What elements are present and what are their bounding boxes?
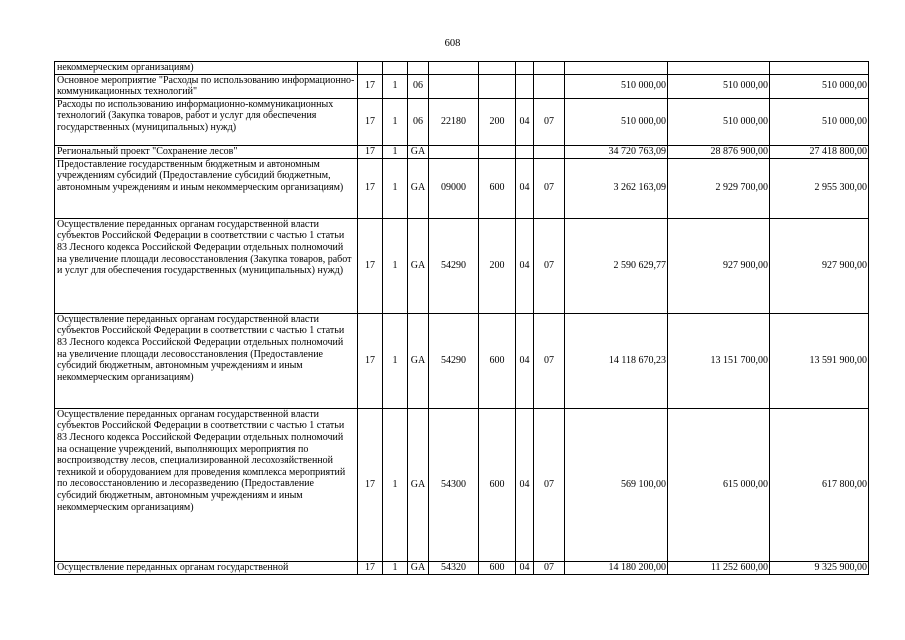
table-row	[55, 561, 869, 574]
amount-year-1: 510 000,00	[565, 98, 668, 145]
table-row	[55, 74, 869, 98]
amount-year-2: 927 900,00	[668, 218, 770, 313]
amount-year-1: 34 720 763,09	[565, 145, 668, 158]
amount-year-1	[565, 62, 668, 75]
code-activity: GA	[408, 218, 429, 313]
code-program: 17	[358, 218, 383, 313]
code-expense-type: 200	[479, 218, 516, 313]
amount-year-1: 3 262 163,09	[565, 158, 668, 218]
code-section: 04	[516, 218, 534, 313]
code-expense-type	[479, 74, 516, 98]
code-activity	[408, 62, 429, 75]
amount-year-1: 569 100,00	[565, 408, 668, 561]
code-direction	[429, 74, 479, 98]
row-description: Осуществление переданных органам государственной	[55, 561, 358, 574]
code-subprogram: 1	[383, 218, 408, 313]
code-subprogram: 1	[383, 408, 408, 561]
amount-year-1: 510 000,00	[565, 74, 668, 98]
row-description: Предоставление государственным бюджетным и автономным учреждениям субсидий (Предоставление субсидий бюджетным, автономным учреждениям и иным некоммерческим организациям)	[55, 158, 358, 218]
code-subsection	[534, 145, 565, 158]
amount-year-1: 2 590 629,77	[565, 218, 668, 313]
table-row	[55, 313, 869, 408]
amount-year-2: 11 252 600,00	[668, 561, 770, 574]
code-subprogram: 1	[383, 158, 408, 218]
code-section	[516, 62, 534, 75]
code-subsection: 07	[534, 313, 565, 408]
code-program: 17	[358, 145, 383, 158]
amount-year-3: 9 325 900,00	[770, 561, 869, 574]
amount-year-1: 14 118 670,23	[565, 313, 668, 408]
row-description: некоммерческим организациям)	[55, 62, 358, 75]
row-description: Осуществление переданных органам государственной власти субъектов Российской Федерации в соответствии с частью 1 статьи 83 Лесного кодекса Российской Федерации отдельных полномочий на увеличение площади лесовосстановления (Закупка товаров, работ и услуг для обеспечения государственных (муниципальных) нужд)	[55, 218, 358, 313]
amount-year-3: 927 900,00	[770, 218, 869, 313]
code-activity: 06	[408, 98, 429, 145]
amount-year-3: 27 418 800,00	[770, 145, 869, 158]
code-section	[516, 74, 534, 98]
code-program: 17	[358, 313, 383, 408]
code-section: 04	[516, 158, 534, 218]
code-expense-type: 600	[479, 561, 516, 574]
table-row	[55, 145, 869, 158]
code-subprogram: 1	[383, 313, 408, 408]
amount-year-3: 510 000,00	[770, 74, 869, 98]
code-subsection: 07	[534, 408, 565, 561]
code-direction: 54300	[429, 408, 479, 561]
code-program	[358, 62, 383, 75]
code-expense-type: 600	[479, 158, 516, 218]
amount-year-3: 617 800,00	[770, 408, 869, 561]
amount-year-2: 2 929 700,00	[668, 158, 770, 218]
code-activity: GA	[408, 408, 429, 561]
budget-table	[54, 61, 869, 575]
amount-year-2: 510 000,00	[668, 74, 770, 98]
table-row	[55, 408, 869, 561]
code-subprogram: 1	[383, 98, 408, 145]
code-subprogram: 1	[383, 145, 408, 158]
code-subprogram: 1	[383, 561, 408, 574]
amount-year-3: 13 591 900,00	[770, 313, 869, 408]
code-direction: 54320	[429, 561, 479, 574]
code-direction: 54290	[429, 218, 479, 313]
code-program: 17	[358, 74, 383, 98]
code-subprogram	[383, 62, 408, 75]
table-row	[55, 98, 869, 145]
code-subsection: 07	[534, 158, 565, 218]
table-body	[55, 62, 869, 575]
code-subsection	[534, 74, 565, 98]
code-program: 17	[358, 561, 383, 574]
code-subsection	[534, 62, 565, 75]
code-expense-type: 200	[479, 98, 516, 145]
code-expense-type: 600	[479, 408, 516, 561]
code-section: 04	[516, 408, 534, 561]
row-description: Основное мероприятие "Расходы по использованию информационно-коммуникационных технологий"	[55, 74, 358, 98]
page-number: 608	[444, 38, 461, 49]
code-activity: GA	[408, 145, 429, 158]
code-section: 04	[516, 313, 534, 408]
amount-year-2: 615 000,00	[668, 408, 770, 561]
code-program: 17	[358, 158, 383, 218]
table-row	[55, 158, 869, 218]
row-description: Осуществление переданных органам государственной власти субъектов Российской Федерации в соответствии с частью 1 статьи 83 Лесного кодекса Российской Федерации отдельных полномочий на увеличение площади лесовосстановления (Предоставление субсидий бюджетным, автономным учреждениям и иным некоммерческим организациям)	[55, 313, 358, 408]
code-activity: GA	[408, 561, 429, 574]
amount-year-1: 14 180 200,00	[565, 561, 668, 574]
code-subsection: 07	[534, 561, 565, 574]
amount-year-2	[668, 62, 770, 75]
code-direction	[429, 145, 479, 158]
code-activity: 06	[408, 74, 429, 98]
code-program: 17	[358, 408, 383, 561]
amount-year-2: 13 151 700,00	[668, 313, 770, 408]
row-description: Осуществление переданных органам государственной власти субъектов Российской Федерации в соответствии с частью 1 статьи 83 Лесного кодекса Российской Федерации отдельных полномочий на оснащение учреждений, выполняющих мероприятия по воспроизводству лесов, специализированной лесохозяйственной техникой и оборудованием для проведения комплекса мероприятий по лесовосстановлению и лесоразведению (Предоставление субсидий бюджетным, автономным учреждениям и иным некоммерческим организациям)	[55, 408, 358, 561]
code-direction	[429, 62, 479, 75]
code-expense-type	[479, 145, 516, 158]
code-subsection: 07	[534, 218, 565, 313]
code-section	[516, 145, 534, 158]
row-description: Расходы по использованию информационно-коммуникационных технологий (Закупка товаров, работ и услуг для обеспечения государственных (муниципальных) нужд)	[55, 98, 358, 145]
code-expense-type: 600	[479, 313, 516, 408]
table-row	[55, 218, 869, 313]
code-activity: GA	[408, 158, 429, 218]
code-direction: 09000	[429, 158, 479, 218]
code-direction: 54290	[429, 313, 479, 408]
amount-year-3: 2 955 300,00	[770, 158, 869, 218]
code-direction: 22180	[429, 98, 479, 145]
code-activity: GA	[408, 313, 429, 408]
code-section: 04	[516, 98, 534, 145]
amount-year-2: 28 876 900,00	[668, 145, 770, 158]
code-subprogram: 1	[383, 74, 408, 98]
code-expense-type	[479, 62, 516, 75]
code-section: 04	[516, 561, 534, 574]
amount-year-2: 510 000,00	[668, 98, 770, 145]
amount-year-3	[770, 62, 869, 75]
code-subsection: 07	[534, 98, 565, 145]
code-program: 17	[358, 98, 383, 145]
amount-year-3: 510 000,00	[770, 98, 869, 145]
row-description: Региональный проект "Сохранение лесов"	[55, 145, 358, 158]
table-row	[55, 62, 869, 75]
